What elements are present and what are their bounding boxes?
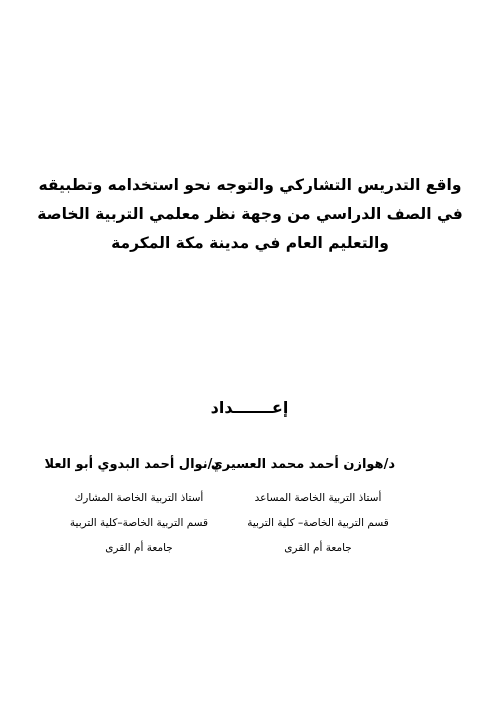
paper-title-line: والتعليم العام في مدينة مكة المكرمة (111, 234, 389, 252)
prepared-by-heading: إعـــــــداد (210, 398, 289, 417)
paper-title (30, 171, 470, 258)
author-university: جامعة أم القرى (105, 542, 173, 554)
author-name: د/نوال أحمد البدوي أبو العلا (44, 457, 219, 472)
author-department: قسم التربية الخاصة–كلية التربية (69, 517, 209, 529)
author-position: أستاذ التربية الخاصة المشارك (74, 492, 204, 504)
author-department: قسم التربية الخاصة– كلية التربية (247, 517, 389, 529)
author-affiliation (59, 486, 219, 561)
author-position: أستاذ التربية الخاصة المساعد (254, 492, 382, 504)
author-first (210, 456, 395, 561)
paper-title-line: واقع التدريس التشاركي والتوجه نحو استخدامه وتطبيقه (38, 176, 462, 194)
author-university: جامعة أم القرى (284, 542, 352, 554)
author-second (44, 456, 219, 561)
author-name: د/هوازن أحمد محمد العسيري (210, 457, 395, 472)
author-affiliation (241, 486, 395, 561)
paper-title-line: في الصف الدراسي من وجهة نظر معلمي التربية الخاصة (37, 205, 463, 223)
